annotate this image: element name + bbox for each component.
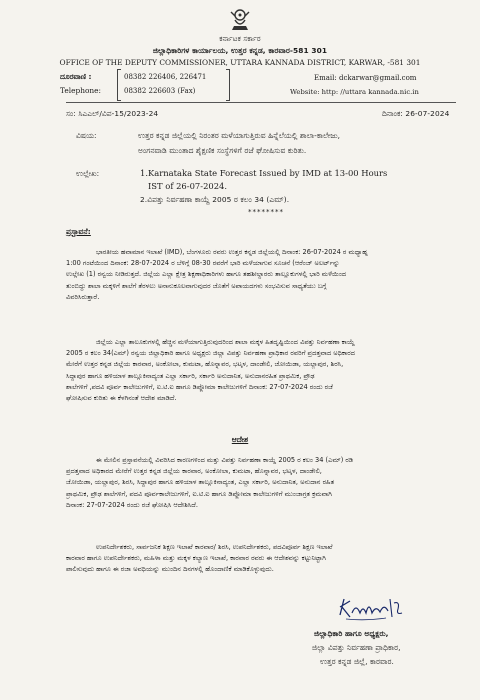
instruction-paragraph	[66, 542, 458, 576]
website-address: Website: http: //uttara kannada.nic.in	[290, 88, 419, 96]
paragraph-line: ಮೇರೆಗೆ ಉತ್ತರ ಕನ್ನಡ ಜಿಲ್ಲೆಯ ಕಾರವಾರ, ಅಂಕೋಲಾ, ಕುಮಟಾ, ಹೊನ್ನಾವರ, ಭಟ್ಕಳ, ದಾಂಡೇಲಿ, ಜೋಯಿಡಾ, ಯಲ್ಲಾಪುರ, ಶಿರಸಿ,	[66, 360, 344, 369]
paragraph-line: ಪ್ರದತ್ತವಾದ ಅಧಿಕಾರದ ಮೇರೆಗೆ ಉತ್ತರ ಕನ್ನಡ ಜಿಲ್ಲೆಯ ಕಾರವಾರ, ಅಂಕೋಲಾ, ಕುಮಟಾ, ಹೊನ್ನಾವರ, ಭಟ್ಕಳ, ದಾಂಡೇಲಿ,	[66, 467, 322, 476]
paragraph-line: ವಿವರಿಸಿರುತ್ತಾರೆ.	[66, 292, 100, 301]
order-paragraph	[66, 455, 458, 511]
signatory-title: ಜಿಲ್ಲಾಧಿಕಾರಿ ಹಾಗೂ ಅಧ್ಯಕ್ಷರು,	[314, 629, 389, 638]
reference-item-2: 2.ವಿಪತ್ತು ನಿರ್ವಹಣಾ ಕಾಯ್ದೆ 2005 ರ ಕಲಂ 34 (ಎಮ್).	[140, 195, 290, 204]
paragraph-line: ಉಲ್ಲೇಖ (1) ರನ್ವಯ ನೀಡಿರುತ್ತದೆ. ಜಿಲ್ಲೆಯ ಎಲ್ಲಾ ಕ್ಷೇತ್ರ ಶಿಕ್ಷಣಾಧಿಕಾರಿಗಳು ಹಾಗೂ ತಹಶೀಲ್ದಾರರು ತಾಲ್ಲೂಕುಗಳಲ್ಲಿ ಭಾರಿ ಮಳೆಯಿಂದ	[66, 270, 347, 279]
separator-stars: ********	[248, 208, 284, 216]
handwritten-signature	[336, 593, 406, 623]
reference-item-1a: 1.Karnataka State Forecast Issued by IMD at 13-00 Hours	[140, 168, 388, 178]
phone-label-english: Telephone:	[60, 86, 102, 95]
preamble-paragraph-2	[66, 337, 458, 404]
preamble-paragraph-1	[66, 247, 458, 303]
state-emblem-icon	[226, 6, 254, 32]
order-date: ದಿನಾಂಕ: 26-07-2024	[382, 109, 450, 118]
paragraph-line: ತುಂಬಿದ್ದು ಶಾಲಾ ಮಕ್ಕಳಿಗೆ ಶಾಲೆಗೆ ತೆರಳಲು ಅನಾನುಕೂಲವಾಗುವುದರ ಜೊತೆಗೆ ಅಪಾಯದಗಳು ಸಂಭವಿಸುವ ಸಾಧ್ಯತೆಯು ಬಗ್ಗೆ	[66, 281, 327, 290]
paragraph-line: ಉಪನಿರ್ದೇಶಕರು, ಸಾರ್ವಜನಿಕ ಶಿಕ್ಷಣ ಇಲಾಖೆ ಕಾರವಾರ/ ಶಿರಸಿ, ಉಪನಿರ್ದೇಶಕರು, ಪದವಿಪೂರ್ವ ಶಿಕ್ಷಣ ಇಲಾಖೆ	[96, 543, 333, 551]
subject-label: ವಿಷಯ:	[76, 131, 97, 140]
paragraph-line: ಸಿದ್ದಾಪುರ ಹಾಗೂ ಹಳಿಯಾಳ ತಾಲ್ಲೂಕಿನಾದ್ಯಂತ ಎಲ್ಲಾ ಸರ್ಕಾರಿ, ಸರ್ಕಾರಿ ಅನುದಾನಿತ, ಅನುದಾನರಹಿತ ಪ್ರಾಥಮಿಕ, ಪ್ರೌಢ	[66, 371, 315, 380]
office-name-english: OFFICE OF THE DEPUTY COMMISSIONER, UTTARA KANNADA DISTRICT, KARWAR, -581 301	[59, 58, 421, 67]
reference-item-1b: IST of 26-07-2024.	[148, 181, 228, 191]
references-label: ಉಲ್ಲೇಖ:	[76, 169, 100, 178]
government-name: ಕರ್ನಾಟಕ ಸರ್ಕಾರ	[219, 34, 261, 43]
paragraph-line: 1:00 ಗಂಟೆಯಿಂದ ದಿನಾಂಕ: 28-07-2024 ರ ಬೆಳಿಗ್ಗೆ 08-30 ರವರೆಗೆ ಭಾರಿ ಮಳೆಯಾಗುವ ಸೂಚನೆ (ಆರೆಂಜ್ ಅಲರ್ಟ್‌ನ್ನು	[66, 259, 340, 268]
phone-numbers-2: 08382 226603 (Fax)	[124, 87, 196, 95]
paragraph-line: ಭಾರತೀಯ ಹವಾಮಾನ ಇಲಾಖೆ (IMD), ಬೆಂಗಳೂರು ರವರು ಉತ್ತರ ಕನ್ನಡ ಜಿಲ್ಲೆಯಲ್ಲಿ ದಿನಾಂಕ: 26-07-2024 ರ ಮಧ್ಯಾಹ್ನ	[96, 248, 368, 256]
office-name-kannada: ಜಿಲ್ಲಾಧಿಕಾರಿಗಳ ಕಾರ್ಯಾಲಯ, ಉತ್ತರ ಕನ್ನಡ, ಕಾರವಾರ-581 301	[152, 46, 328, 55]
signatory-location: ಉತ್ತರ ಕನ್ನಡ ಜಿಲ್ಲೆ, ಕಾರವಾರ.	[320, 657, 394, 666]
paragraph-line: ಶಾಲೆಗಳಿಗೆ ,ಪದವಿ ಪೂರ್ವ ಕಾಲೇಜುಗಳಿಗೆ, ಐ.ಟಿ.ಐ ಹಾಗೂ ಡಿಪ್ಲೋಮಾ ಕಾಲೇಜುಗಳಿಗೆ ದಿನಾಂಕ: 27-07-2024 ರಂದು ರಜೆ	[66, 382, 333, 391]
paragraph-line: ಪಾಲಿಸುವುದು ಹಾಗೂ ಈ ರಜಾ ಅವಧಿಯನ್ನು ಮುಂದಿನ ದಿನಗಳಲ್ಲಿ ಹೊಂದಾಣಿಕೆ ಮಾಡಿಕೊಳ್ಳುವುದು.	[66, 565, 274, 574]
subject-line-1: ಉತ್ತರ ಕನ್ನಡ ಜಿಲ್ಲೆಯಲ್ಲಿ ನಿರಂತರ ಮಳೆಯಾಗುತ್ತಿರುವ ಹಿನ್ನೆಲೆಯಲ್ಲಿ ಶಾಲಾ-ಕಾಲೇಜು,	[138, 131, 341, 140]
phone-numbers-1: 08382 226406, 226471	[124, 73, 207, 81]
paragraph-line: ಜೋಯಿಡಾ, ಯಲ್ಲಾಪುರ, ಶಿರಸಿ, ಸಿದ್ದಾಪುರ ಹಾಗೂ ಹಳಿಯಾಳ ತಾಲ್ಲೂಕಿನಾದ್ಯಂತ, ಎಲ್ಲಾ ಸರ್ಕಾರಿ, ಅನುದಾನಿತ, ಅನುದಾನ ರಹಿತ	[66, 478, 335, 487]
order-heading: ಆದೇಶ	[231, 435, 249, 444]
paragraph-line: ಈ ಮೇಲಿನ ಪ್ರಸ್ತಾವನೆಯಲ್ಲಿ ವಿವರಿಸಿದ ಕಾರಣಗಳಿಂದ ಮತ್ತು ವಿಪತ್ತು ನಿರ್ವಹಣಾ ಕಾಯ್ದೆ 2005 ರ ಕಲಂ 34 (ಎಮ್) ರಡಿ	[96, 456, 354, 464]
paragraph-line: ಜಿಲ್ಲೆಯ ಎಲ್ಲಾ ತಾಲೂಕುಗಳಲ್ಲಿ ಹೆಚ್ಚಿನ ಮಳೆಯಾಗುತ್ತಿರುವುದರಿಂದ ಶಾಲಾ ಮಕ್ಕಳ ಹಿತದೃಷ್ಟಿಯಿಂದ ವಿಪತ್ತು ನಿರ್ವಹಣಾ ಕಾಯ್ದೆ	[96, 338, 355, 346]
reference-number: ಸಂ: ಸಿಎಎಲ್/ವಿಪ-15/2023-24	[66, 109, 159, 118]
header-divider	[66, 102, 456, 103]
phone-label-kannada: ದೂರವಾಣಿ :	[60, 72, 92, 81]
preamble-heading: ಪ್ರಸ್ತಾವನೆ:	[66, 227, 91, 236]
paragraph-line: ಕಾರವಾರ ಹಾಗೂ ಉಪನಿರ್ದೇಶಕರು, ಮಹಿಳಾ ಮತ್ತು ಮಕ್ಕಳ ಕಲ್ಯಾಣ ಇಲಾಖೆ, ಕಾರವಾರ ರವರು ಈ ಆದೇಶವನ್ನು ಕಟ್ಟುನಿಟ್ಟಾಗಿ	[66, 554, 326, 563]
paragraph-line: ಪ್ರಾಥಮಿಕ, ಪ್ರೌಢ ಶಾಲೆಗಳಿಗೆ, ಪದವಿ ಪೂರ್ವಕಾಲೇಜುಗಳಿಗೆ, ಐ.ಟಿ.ಐ ಹಾಗೂ ಡಿಪ್ಲೋಮಾ ಕಾಲೇಜುಗಳಿಗೆ ಮುಂಜಾಗ್ರತ ಕ್ರಮವಾಗಿ	[66, 489, 332, 498]
phone-bracket-left	[117, 69, 121, 101]
signatory-authority: ಜಿಲ್ಲಾ ವಿಪತ್ತು ನಿರ್ವಹಣಾ ಪ್ರಾಧಿಕಾರ,	[312, 643, 401, 652]
paragraph-line: ಘೋಷಿಸುವ ಕುರಿತು ಈ ಕೆಳಗಿನಂತೆ ಆದೇಶ ಮಾಡಿದೆ.	[66, 393, 177, 402]
paragraph-line: ದಿನಾಂಕ: 27-07-2024 ರಂದು ರಜೆ ಘೋಷಿಸಿ ಆದೇಶಿಸಿದೆ.	[66, 500, 198, 509]
subject-line-2: ಅಂಗನವಾಡಿ ಮುಂತಾದ ಶೈಕ್ಷಣಿಕ ಸಂಸ್ಥೆಗಳಿಗೆ ರಜೆ ಘೋಷಿಸುವ ಕುರಿತು.	[138, 146, 307, 155]
email-address: Email: dckarwar@gmail.com	[314, 74, 417, 82]
paragraph-line: 2005 ರ ಕಲಂ 34(ಎಮ್) ರನ್ವಯ ಜಿಲ್ಲಾಧಿಕಾರಿ ಹಾಗೂ ಅಧ್ಯಕ್ಷರು ಜಿಲ್ಲಾ ವಿಪತ್ತು ನಿರ್ವಹಣಾ ಪ್ರಾಧಿಕಾರ ರವರಿಗೆ ಪ್ರದತ್ತವಾದ ಅಧಿಕಾರದ	[66, 349, 355, 358]
phone-bracket-right	[226, 69, 230, 101]
